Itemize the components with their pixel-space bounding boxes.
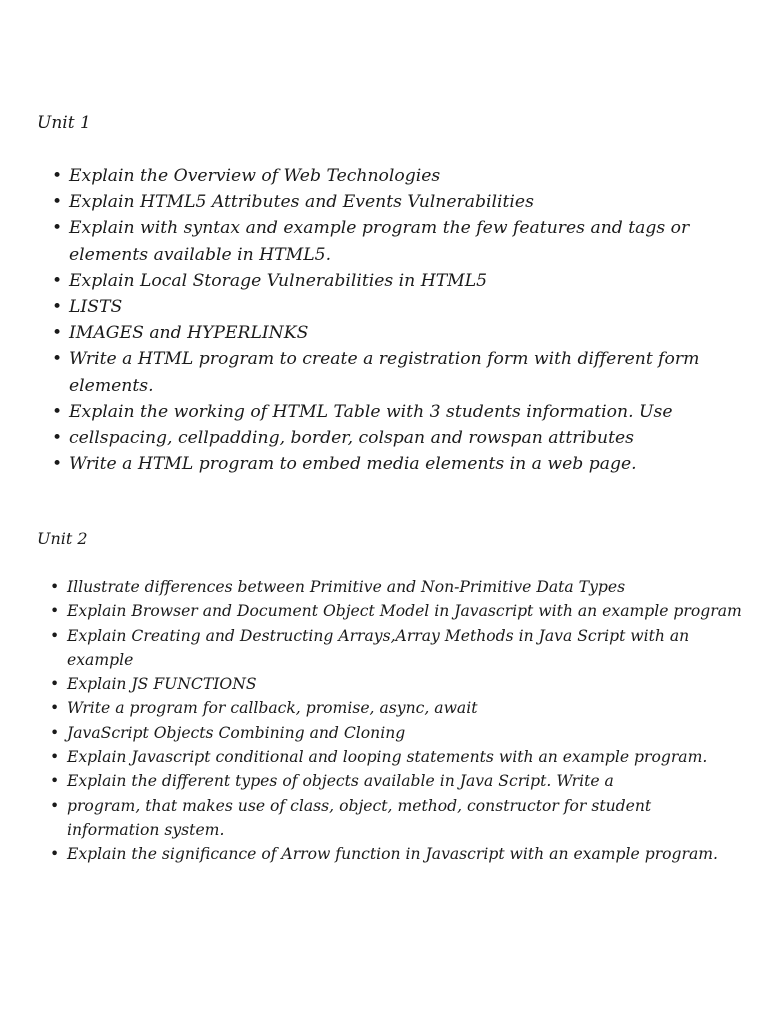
list-item (50, 842, 747, 866)
bullet-icon: • (52, 166, 63, 186)
list-item-text: Explain Javascript conditional and looping statements with an example program. (67, 748, 708, 767)
list-item-text: Explain JS FUNCTIONS (67, 675, 257, 694)
list-item (50, 696, 747, 720)
list-item (52, 163, 749, 189)
list-item (52, 425, 749, 451)
bullet-icon: • (50, 796, 60, 815)
bullet-icon: • (52, 428, 63, 449)
list-item-text: Explain Browser and Document Object Model in Javascript with an example program (67, 602, 742, 621)
bullet-icon: • (52, 454, 63, 475)
bullet-icon: • (52, 401, 63, 422)
list-item (52, 189, 749, 215)
unit-1-heading: Unit 1 (37, 113, 91, 133)
list-item (50, 745, 747, 769)
list-item (52, 215, 749, 267)
bullet-icon: • (52, 297, 63, 318)
bullet-icon: • (50, 845, 60, 864)
list-item-text: Illustrate differences between Primitive and Non-Primitive Data Types (67, 578, 626, 596)
list-item-text: Explain the Overview of Web Technologies (69, 166, 441, 186)
bullet-icon: • (52, 218, 63, 239)
list-item (52, 268, 749, 294)
unit-2-heading: Unit 2 (37, 529, 88, 548)
list-item (52, 451, 749, 477)
list-item (50, 575, 747, 599)
list-item-text: Explain the significance of Arrow function in Javascript with an example program. (67, 845, 719, 864)
list-item (52, 399, 749, 425)
list-item-text: program, that makes use of class, object, method, constructor for student information system. (67, 796, 652, 839)
bullet-icon: • (52, 323, 63, 344)
list-item-text: Explain Creating and Destructing Arrays,Array Methods in Java Script with an example (67, 626, 690, 669)
bullet-icon: • (50, 602, 60, 621)
list-item-text: Write a HTML program to create a registration form with different form elements. (69, 349, 700, 396)
unit-1-question-list (52, 163, 749, 477)
list-item-text: IMAGES and HYPERLINKS (69, 323, 309, 344)
list-item (50, 794, 747, 843)
bullet-icon: • (50, 578, 60, 596)
unit-2-question-list (50, 575, 747, 867)
bullet-icon: • (50, 748, 60, 767)
bullet-icon: • (52, 192, 63, 213)
list-item (52, 320, 749, 346)
list-item-text: Explain the different types of objects available in Java Script. Write a (67, 772, 614, 791)
list-item (50, 624, 747, 673)
bullet-icon: • (50, 699, 60, 718)
list-item (50, 599, 747, 623)
list-item (50, 769, 747, 793)
list-item-text: LISTS (69, 297, 123, 318)
list-item-text: Explain Local Storage Vulnerabilities in HTML5 (69, 270, 488, 291)
bullet-icon: • (50, 772, 60, 791)
list-item-text: Write a program for callback, promise, async, await (67, 699, 478, 718)
list-item-text: Explain with syntax and example program the few features and tags or elements available in HTML5. (69, 218, 690, 265)
list-item-text: JavaScript Objects Combining and Cloning (67, 723, 406, 742)
bullet-icon: • (52, 349, 63, 370)
list-item (52, 346, 749, 398)
list-item-text: Explain the working of HTML Table with 3 students information. Use (69, 401, 673, 422)
bullet-icon: • (50, 723, 60, 742)
list-item (50, 672, 747, 696)
list-item-text: cellspacing, cellpadding, border, colspan and rowspan attributes (69, 428, 634, 449)
list-item-text: Write a HTML program to embed media elements in a web page. (69, 454, 637, 475)
list-item (52, 294, 749, 320)
list-item-text: Explain HTML5 Attributes and Events Vulnerabilities (69, 192, 534, 213)
list-item (50, 721, 747, 745)
bullet-icon: • (52, 270, 63, 291)
bullet-icon: • (50, 675, 60, 694)
bullet-icon: • (50, 626, 60, 645)
